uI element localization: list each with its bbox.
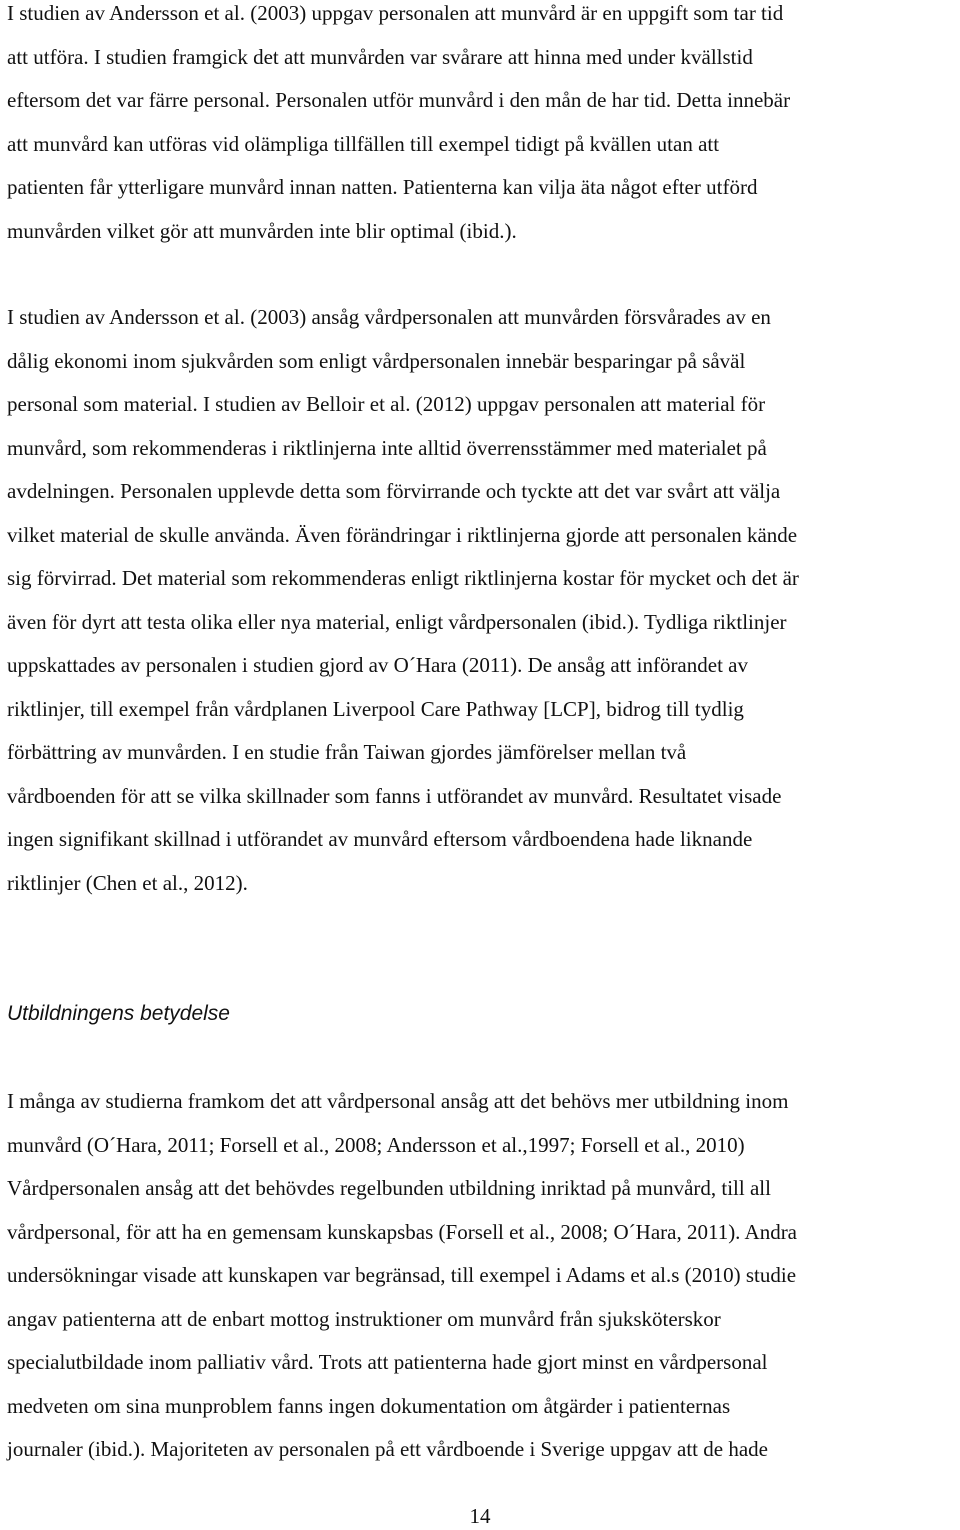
paragraph-2 [7,296,952,905]
text-line: dålig ekonomi inom sjukvården som enligt vårdpersonalen innebär besparingar på såväl [7,348,746,373]
text-line: munvården vilket gör att munvården inte blir optimal (ibid.). [7,218,517,243]
text-line: riktlinjer, till exempel från vårdplanen Liverpool Care Pathway [LCP], bidrog till tydlig [7,696,744,721]
text-line: munvård (O´Hara, 2011; Forsell et al., 2008; Andersson et al.,1997; Forsell et al., 2010) [7,1132,745,1157]
paragraph-3 [7,1080,952,1472]
text-line: journaler (ibid.). Majoriteten av personalen på ett vårdboende i Sverige uppgav att de hade [7,1437,768,1461]
text-line: medveten om sina munproblem fanns ingen dokumentation om åtgärder i patienternas [7,1393,731,1418]
text-line: I studien av Andersson et al. (2003) ansåg vårdpersonalen att munvården försvårades av en [7,305,771,329]
text-line: sig förvirrad. Det material som rekommenderas enligt riktlinjerna kostar för mycket och det är [7,566,799,590]
text-line: specialutbildade inom palliativ vård. Trots att patienterna hade gjort minst en vårdpersonal [7,1350,768,1374]
text-line: riktlinjer (Chen et al., 2012). [7,870,248,895]
text-line: Vårdpersonalen ansåg att det behövdes regelbunden utbildning inriktad på munvård, till all [7,1176,771,1200]
text-line: undersökningar visade att kunskapen var begränsad, till exempel i Adams et al.s (2010) studie [7,1263,797,1287]
page-number: 14 [469,1504,491,1528]
text-line: avdelningen. Personalen upplevde detta som förvirrande och tyckte att det var svårt att välja [7,479,781,503]
text-line: personal som material. I studien av Belloir et al. (2012) uppgav personalen att material för [7,392,766,416]
text-line: att munvård kan utföras vid olämpliga tillfällen till exempel tidigt på kvällen utan att [7,131,720,156]
text-line: uppskattades av personalen i studien gjord av O´Hara (2011). De ansåg att införandet av [7,653,748,677]
section-heading: Utbildningens betydelse [7,1002,230,1025]
text-line: förbättring av munvården. I en studie från Taiwan gjordes jämförelser mellan två [7,740,687,764]
text-line: patienten får ytterligare munvård innan natten. Patienterna kan vilja äta något efter utförd [7,175,758,199]
text-line: vårdpersonal, för att ha en gemensam kunskapsbas (Forsell et al., 2008; O´Hara, 2011). Andra [7,1219,798,1244]
text-line: eftersom det var färre personal. Personalen utför munvård i den mån de har tid. Detta innebär [7,88,791,112]
text-line: att utföra. I studien framgick det att munvården var svårare att hinna med under kvällstid [7,44,753,69]
paragraph-1 [7,0,952,253]
text-line: vilket material de skulle använda. Även förändringar i riktlinjerna gjorde att personalen kände [7,522,798,547]
text-line: angav patienterna att de enbart mottog instruktioner om munvård från sjuksköterskor [7,1306,721,1331]
text-line: även för dyrt att testa olika eller nya material, enligt vårdpersonalen (ibid.). Tydliga riktlinjer [7,609,787,634]
text-line: I många av studierna framkom det att vårdpersonal ansåg att det behövs mer utbildning inom [7,1089,789,1113]
text-line: ingen signifikant skillnad i utförandet av munvård eftersom vårdboendena hade liknande [7,827,753,851]
text-line: I studien av Andersson et al. (2003) uppgav personalen att munvård är en uppgift som tar tid [7,1,784,25]
text-line: munvård, som rekommenderas i riktlinjerna inte alltid överrensstämmer med materialet på [7,435,767,460]
text-line: vårdboenden för att se vilka skillnader som fanns i utförandet av munvård. Resultatet visade [7,783,782,808]
